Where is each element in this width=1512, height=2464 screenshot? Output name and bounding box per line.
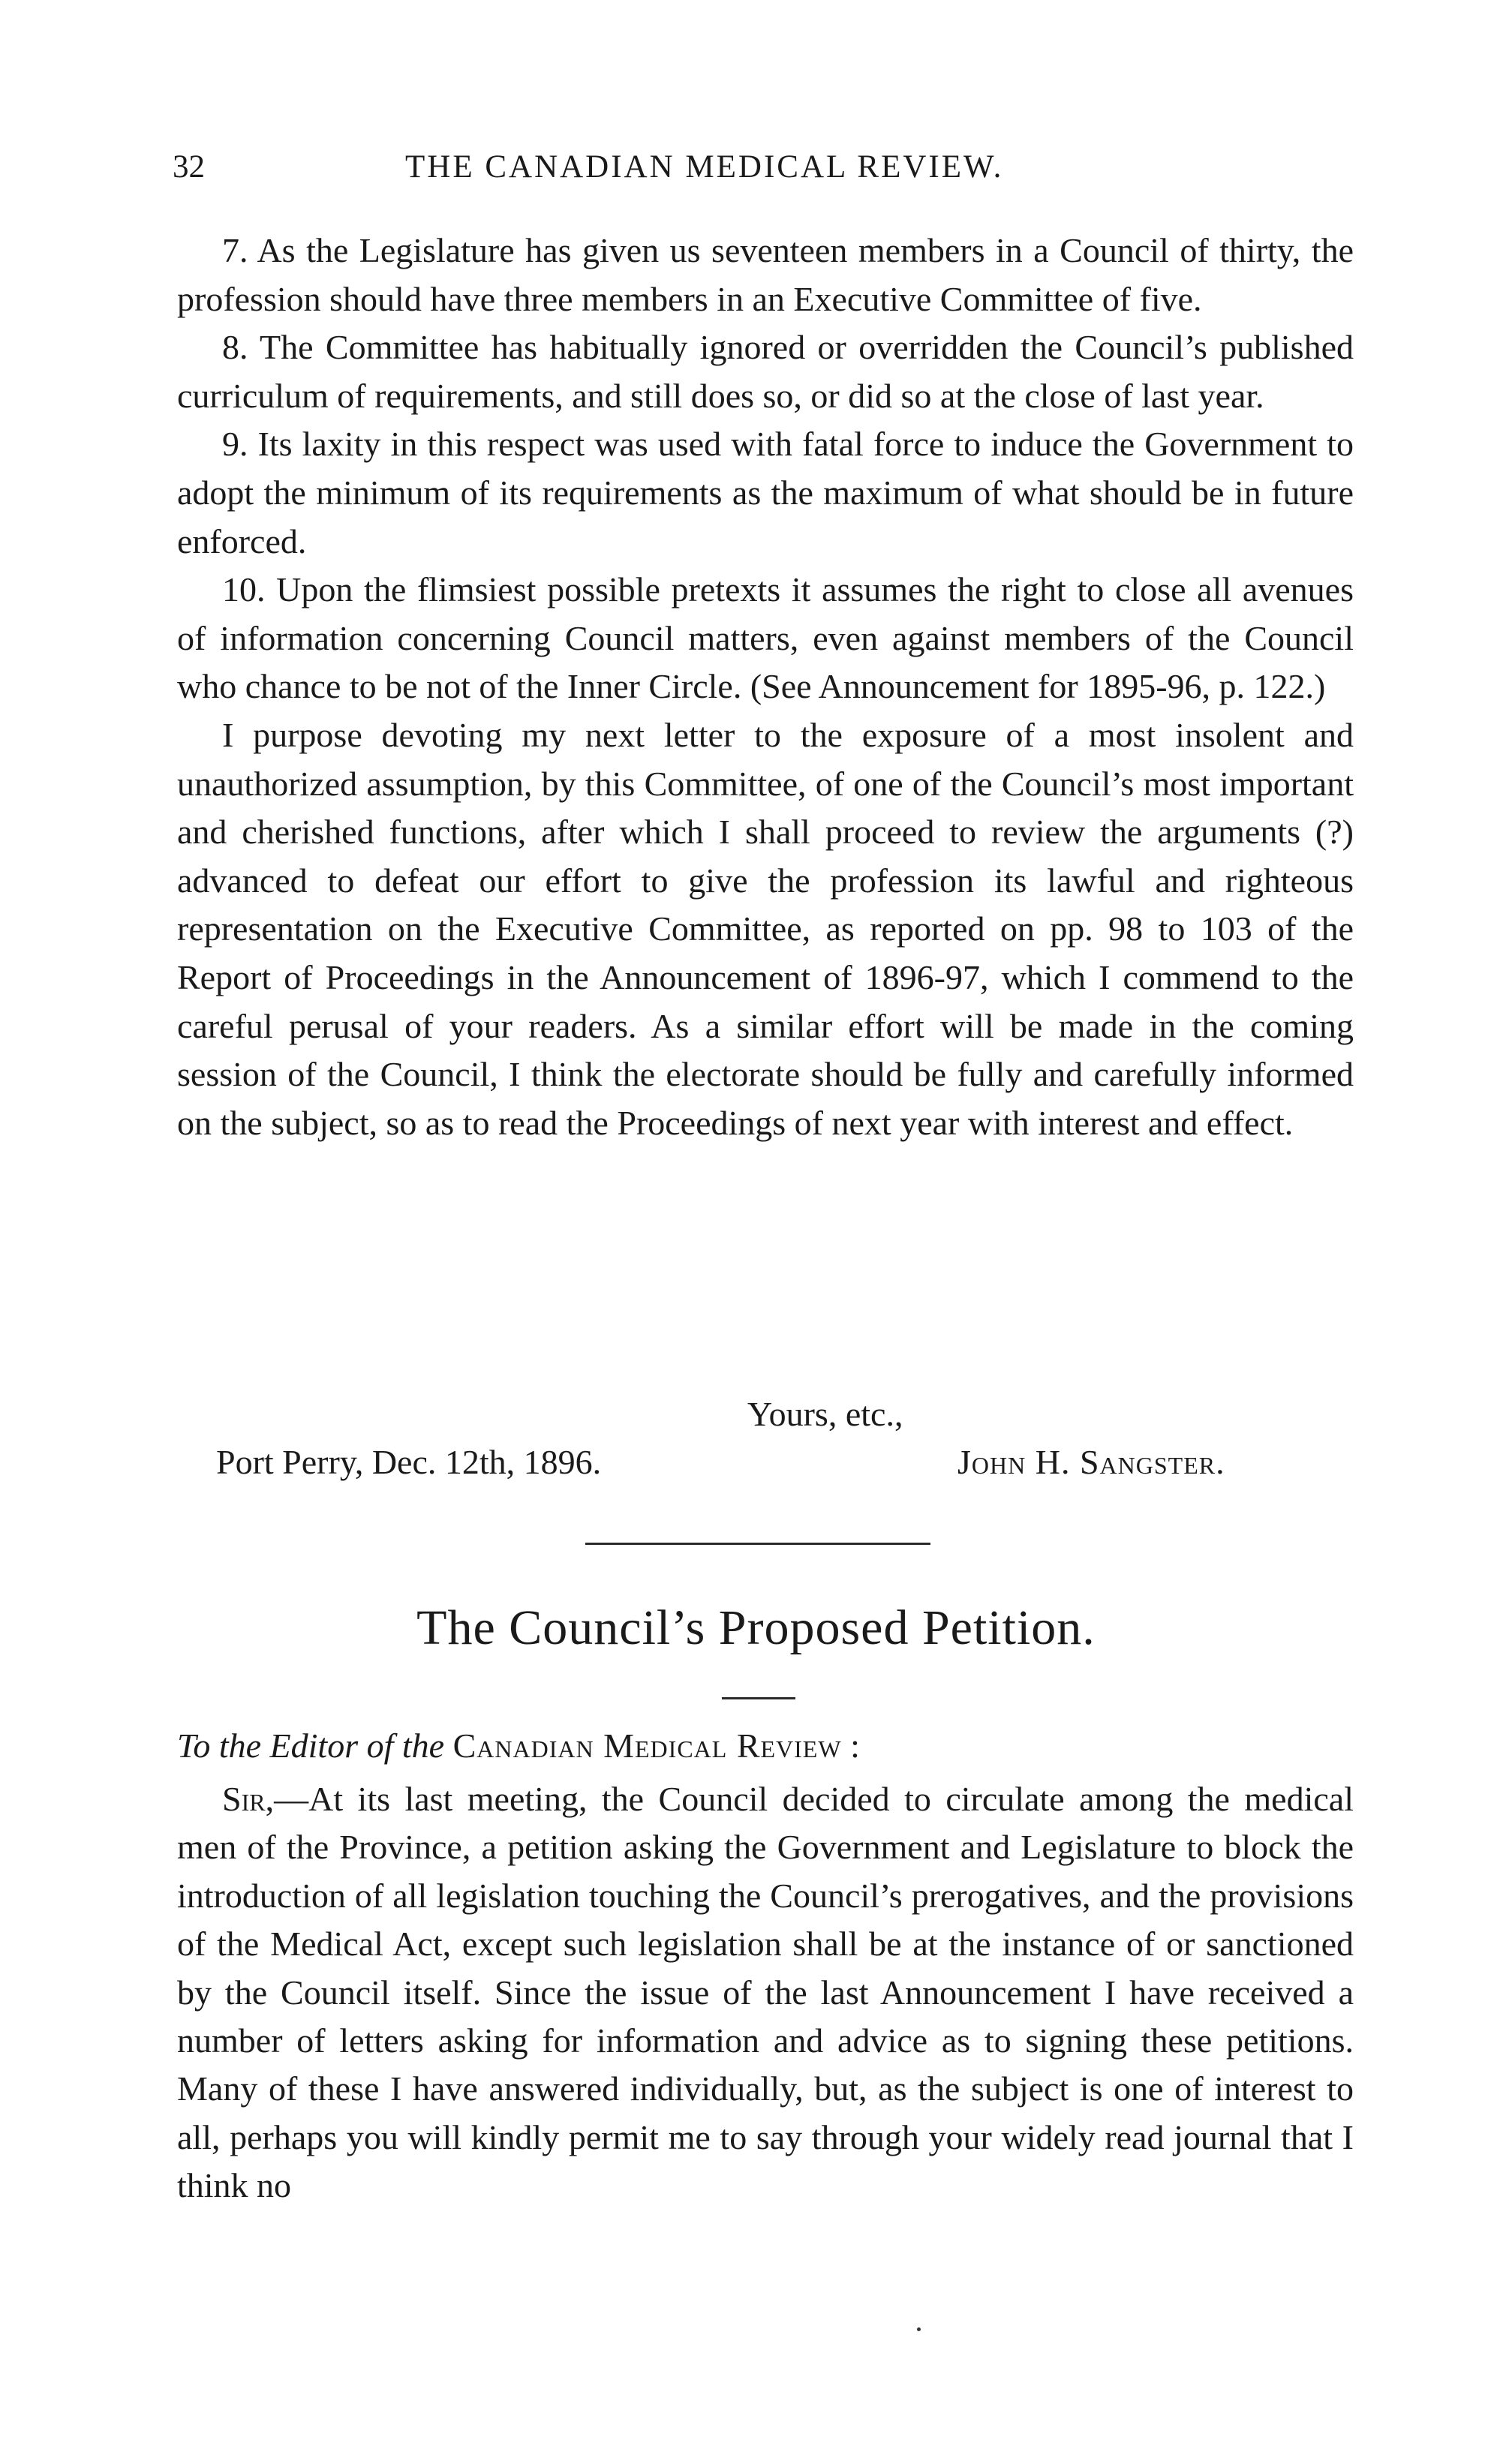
title-underline [722, 1697, 795, 1699]
numbered-paragraph-8: 8. The Committee has habitually ignored or overridden the Council’s published curriculum of requirements, and still does so, or did so at the close of last year. [177, 328, 1354, 415]
valediction-text: Yours, etc., [747, 1395, 903, 1433]
print-speck [917, 2327, 921, 2331]
salutation-suffix: : [841, 1726, 860, 1765]
section-divider [585, 1543, 930, 1545]
running-header [173, 149, 1358, 201]
closing-paragraph: I purpose devoting my next letter to the exposure of a most insolent and unauthorized assumption, by this Committee, of one of the Council’s most important and cherished functions, after which I shall proceed to review the arguments (?) advanced to defeat our effort to give the profession its lawful and righteous representation on the Executive Committee, as reported on pp. 98 to 103 of the Report of Proceedings in the Announcement of 1896-97, which I commend to the careful perusal of your readers. As a similar effort will be made in the coming session of the Council, I think the electorate should be fully and carefully informed on the subject, so as to read the Proceedings of next year with interest and effect. [177, 715, 1354, 1142]
salutation-prefix: To the Editor of the [177, 1726, 445, 1765]
letter-continuation [177, 227, 1354, 1147]
author-signature: John H. Sangster. [957, 1443, 1225, 1481]
signature-line [177, 1442, 1354, 1490]
numbered-paragraph-10: 10. Upon the flimsiest possible pretexts it assumes the right to close all avenues of information concerning Council matters, even against members of the Council who chance to be not of the Inner Circle. (See Announcement for 1895-96, p. 122.) [177, 570, 1354, 706]
petition-letter-body: —At its last meeting, the Council decided to circulate among the medical men of the Province, a petition asking the Government and Legislature to block the introduction of all legislation touching the Council’s prerogatives, and the provisions of the Medical Act, except such legislation shall be at the instance of or sanctioned by the Council itself. Since the issue of the last Announcement I have received a number of letters asking for information and advice as to signing these petitions. Many of these I have answered individually, but, as the subject is one of interest to all, perhaps you will kindly permit me to say through your widely read journal that I think no [177, 1780, 1354, 2205]
page-number: 32 [173, 149, 205, 185]
salutation-journal: Canadian Medical Review [452, 1726, 842, 1765]
numbered-paragraph-7: 7. As the Legislature has given us seventeen members in a Council of thirty, the profession should have three members in an Executive Committee of five. [177, 231, 1354, 318]
petition-letter-paragraph [177, 1775, 1354, 2210]
journal-title: THE CANADIAN MEDICAL REVIEW. [405, 149, 1004, 185]
salutation [177, 1726, 1354, 1765]
numbered-paragraph-9: 9. Its laxity in this respect was used with fatal force to induce the Government to adopt the minimum of its requirements as the maximum of what should be in future enforced. [177, 425, 1354, 560]
section-title: The Council’s Proposed Petition. [416, 1600, 1096, 1655]
place-and-date: Port Perry, Dec. 12th, 1896. [216, 1443, 602, 1481]
salutation-sir: Sir, [222, 1780, 275, 1818]
valediction [177, 1394, 1354, 1442]
petition-letter [177, 1775, 1354, 2210]
